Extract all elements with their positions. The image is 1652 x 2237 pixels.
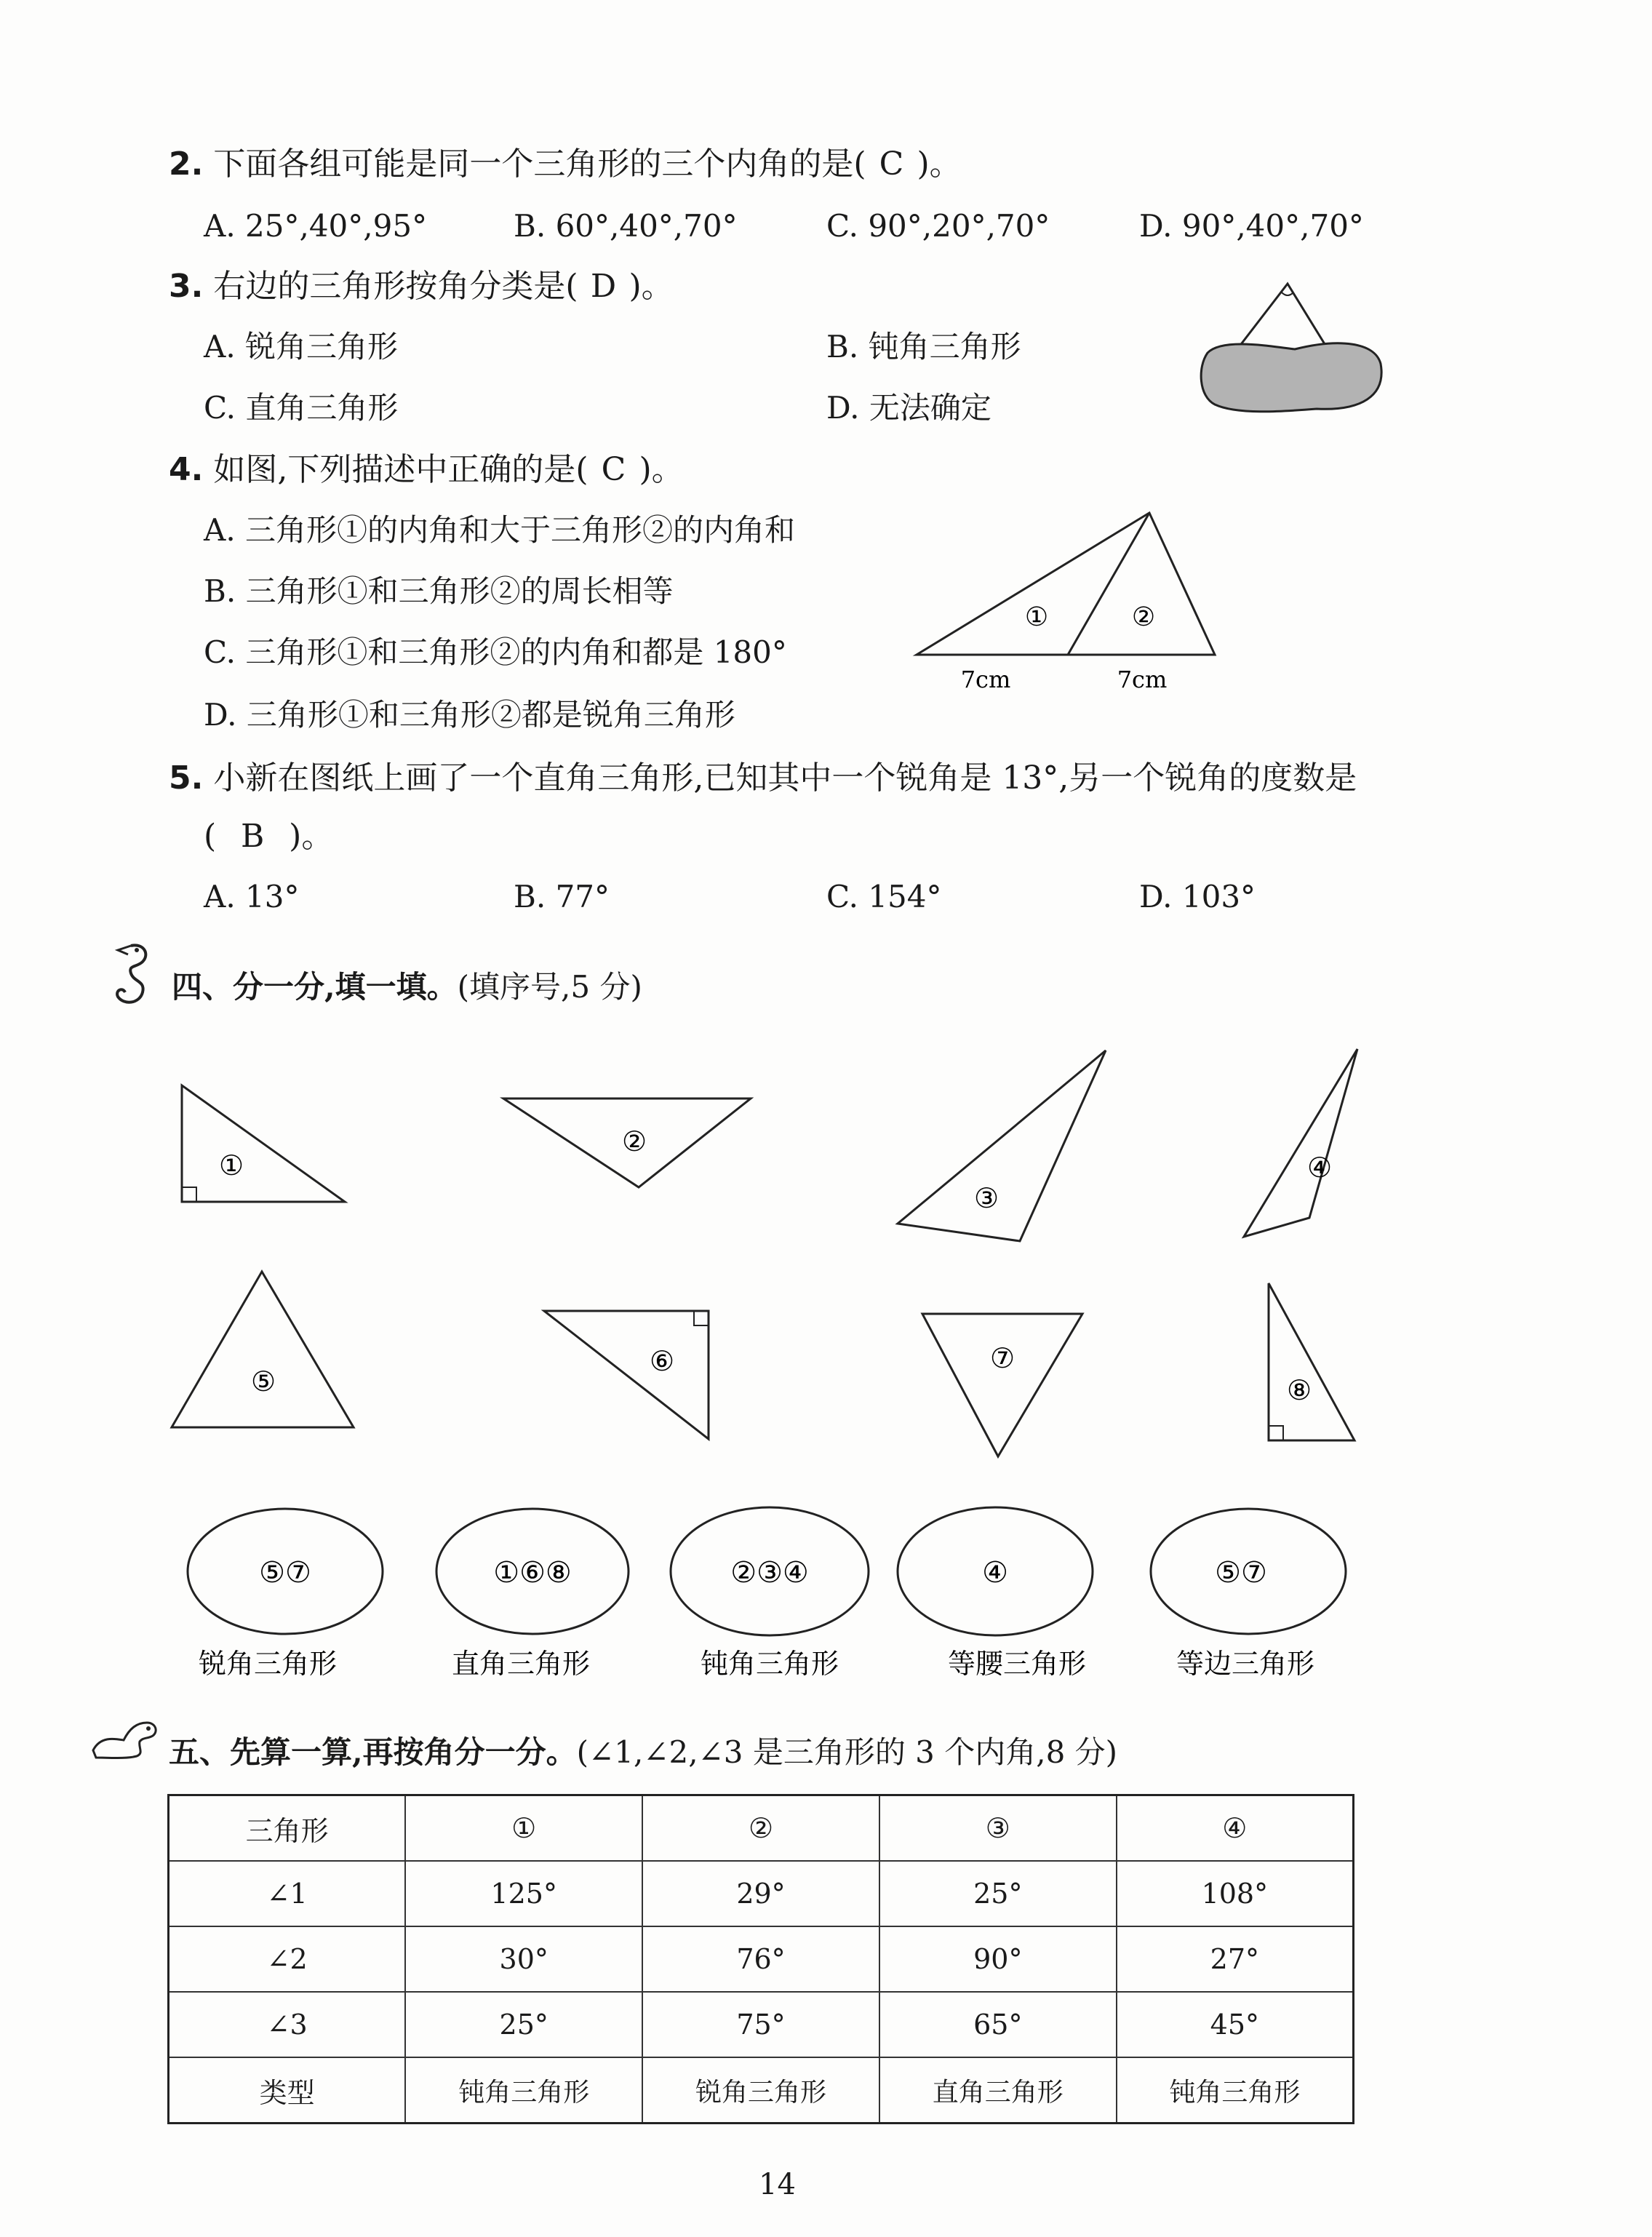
triangle-2 [503, 1098, 751, 1187]
table-row [169, 1992, 1354, 2057]
question-5-answer-line [204, 818, 334, 855]
group-right-label: 直角三角形 [451, 1648, 591, 1680]
question-close: )。 [639, 451, 684, 488]
question-stem: 下面各组可能是同一个三角形的三个内角的是( [213, 145, 866, 183]
table-cell: 27° [1117, 1926, 1354, 1992]
q3-option-b: B. 钝角三角形 [826, 329, 1021, 364]
q4-option-d: D. 三角形①和三角形②都是锐角三角形 [204, 697, 735, 733]
table-cell: ∠2 [169, 1926, 406, 1992]
question-close: )。 [629, 268, 674, 305]
hidden-triangle-figure [1193, 276, 1397, 429]
q3-option-d: D. 无法确定 [826, 390, 991, 426]
group-right-answer: ①⑥⑧ [493, 1556, 572, 1590]
type-answer-cell: 直角三角形 [879, 2057, 1117, 2124]
table-cell: 类型 [169, 2057, 406, 2124]
group-obtuse [671, 1507, 869, 1680]
triangle-6-label: ⑥ [649, 1345, 675, 1377]
table-cell: 45° [1117, 1992, 1354, 2057]
page-number: 14 [759, 2168, 796, 2201]
triangle-1-label: ① [218, 1149, 244, 1181]
group-obtuse-label: 钝角三角形 [700, 1648, 839, 1680]
section-5-number: 五、 [169, 1734, 231, 1770]
table-cell: ∠1 [169, 1861, 406, 1926]
table-cell: 29° [642, 1861, 879, 1926]
group-equilateral-label: 等边三角形 [1176, 1648, 1315, 1680]
triangle-2-label: ② [1131, 602, 1156, 632]
table-header-cell: ④ [1117, 1795, 1354, 1862]
q5-option-d: D. 103° [1139, 879, 1256, 914]
type-answer-cell: 锐角三角形 [642, 2057, 879, 2124]
table-cell: 65° [879, 1992, 1117, 2057]
triangle-7 [922, 1314, 1082, 1456]
triangle-2-label: ② [621, 1125, 647, 1157]
table-cell: 125° [405, 1861, 642, 1926]
answer: D [590, 268, 617, 305]
q2-option-d: D. 90°,40°,70° [1139, 208, 1364, 244]
triangle-6 [544, 1311, 709, 1439]
group-isosceles-answer: ④ [982, 1556, 1008, 1590]
table-header-row [169, 1795, 1354, 1862]
table-cell: 76° [642, 1926, 879, 1992]
section-4-heading [172, 969, 642, 1005]
triangle-7-label: ⑦ [989, 1342, 1015, 1374]
question-stem: 如图,下列描述中正确的是( [213, 451, 588, 488]
triangle-figures [0, 1018, 1652, 1470]
type-answer-cell: 钝角三角形 [1117, 2057, 1354, 2124]
length-label-1: 7cm [960, 666, 1011, 693]
triangle-3-label: ③ [973, 1182, 999, 1214]
group-obtuse-answer: ②③④ [730, 1556, 809, 1590]
group-acute-label: 锐角三角形 [198, 1648, 338, 1680]
group-isosceles-label: 等腰三角形 [947, 1648, 1087, 1680]
triangle-8-label: ⑧ [1286, 1374, 1312, 1406]
q4-option-c: C. 三角形①和三角形②的内角和都是 180° [204, 634, 787, 670]
table-header-cell: 三角形 [169, 1795, 406, 1862]
q5-option-b: B. 77° [514, 879, 610, 914]
group-equilateral [1151, 1509, 1346, 1680]
table-cell: 108° [1117, 1861, 1354, 1926]
table-header-cell: ② [642, 1795, 879, 1862]
answer: C [879, 145, 904, 183]
group-equilateral-answer: ⑤⑦ [1215, 1556, 1267, 1590]
answer-open: ( [204, 818, 217, 855]
two-triangles-figure [909, 502, 1229, 698]
section-5-heading [169, 1734, 1118, 1770]
group-isosceles [898, 1507, 1093, 1680]
table-cell: 90° [879, 1926, 1117, 1992]
question-stem: 右边的三角形按角分类是( [213, 268, 578, 305]
q5-option-c: C. 154° [826, 879, 942, 914]
triangle-5 [172, 1272, 354, 1427]
section-5-note: (∠1,∠2,∠3 是三角形的 3 个内角,8 分) [576, 1734, 1118, 1770]
triangle-1 [182, 1085, 345, 1202]
q2-option-c: C. 90°,20°,70° [826, 208, 1050, 244]
table-cell: ∠3 [169, 1992, 406, 2057]
q3-option-c: C. 直角三角形 [204, 390, 399, 426]
angle-table [167, 1794, 1354, 2124]
section-5-title: 先算一算,再按角分一分。 [230, 1734, 577, 1770]
table-cell: 30° [405, 1926, 642, 1992]
length-label-2: 7cm [1117, 666, 1168, 693]
triangle-4-label: ④ [1306, 1152, 1333, 1184]
table-type-row [169, 2057, 1354, 2124]
question-stem: 小新在图纸上画了一个直角三角形,已知其中一个锐角是 13°,另一个锐角的度数是 [213, 759, 1357, 797]
question-3 [169, 268, 674, 305]
group-right [436, 1509, 629, 1680]
answer: B [241, 818, 265, 855]
triangle-4 [1244, 1049, 1357, 1237]
group-acute [188, 1509, 383, 1680]
classification-ellipses [0, 1499, 1652, 1688]
triangle-5-label: ⑤ [250, 1365, 276, 1397]
triangle-3 [898, 1050, 1106, 1241]
seahorse-icon [102, 938, 160, 1011]
table-cell: 25° [405, 1992, 642, 2057]
table-row [169, 1926, 1354, 1992]
question-number: 2. [169, 145, 204, 183]
section-4-title: 分一分,填一填。 [233, 969, 458, 1005]
question-number: 3. [169, 268, 204, 305]
section-4-number: 四、 [172, 969, 234, 1005]
table-cell: 25° [879, 1861, 1117, 1926]
section-4-note: (填序号,5 分) [457, 969, 642, 1005]
triangle-8 [1269, 1283, 1354, 1440]
question-4 [169, 451, 684, 488]
question-number: 5. [169, 759, 204, 797]
q3-option-a: A. 锐角三角形 [204, 329, 399, 364]
q2-option-b: B. 60°,40°,70° [514, 208, 738, 244]
group-acute-answer: ⑤⑦ [259, 1556, 311, 1590]
table-header-cell: ③ [879, 1795, 1117, 1862]
q2-option-a: A. 25°,40°,95° [204, 208, 428, 244]
question-5 [169, 759, 1357, 797]
triangle-1-label: ① [1024, 602, 1049, 632]
question-2 [169, 145, 962, 183]
q4-option-b: B. 三角形①和三角形②的周长相等 [204, 573, 674, 609]
question-number: 4. [169, 451, 204, 488]
q5-option-a: A. 13° [204, 879, 300, 914]
table-row [169, 1861, 1354, 1926]
q4-option-a: A. 三角形①的内角和大于三角形②的内角和 [204, 512, 796, 548]
table-cell: 75° [642, 1992, 879, 2057]
animal-icon [86, 1707, 166, 1765]
question-close: )。 [917, 145, 962, 183]
answer: C [601, 451, 626, 488]
type-answer-cell: 钝角三角形 [405, 2057, 642, 2124]
table-header-cell: ① [405, 1795, 642, 1862]
question-close: )。 [289, 818, 334, 855]
